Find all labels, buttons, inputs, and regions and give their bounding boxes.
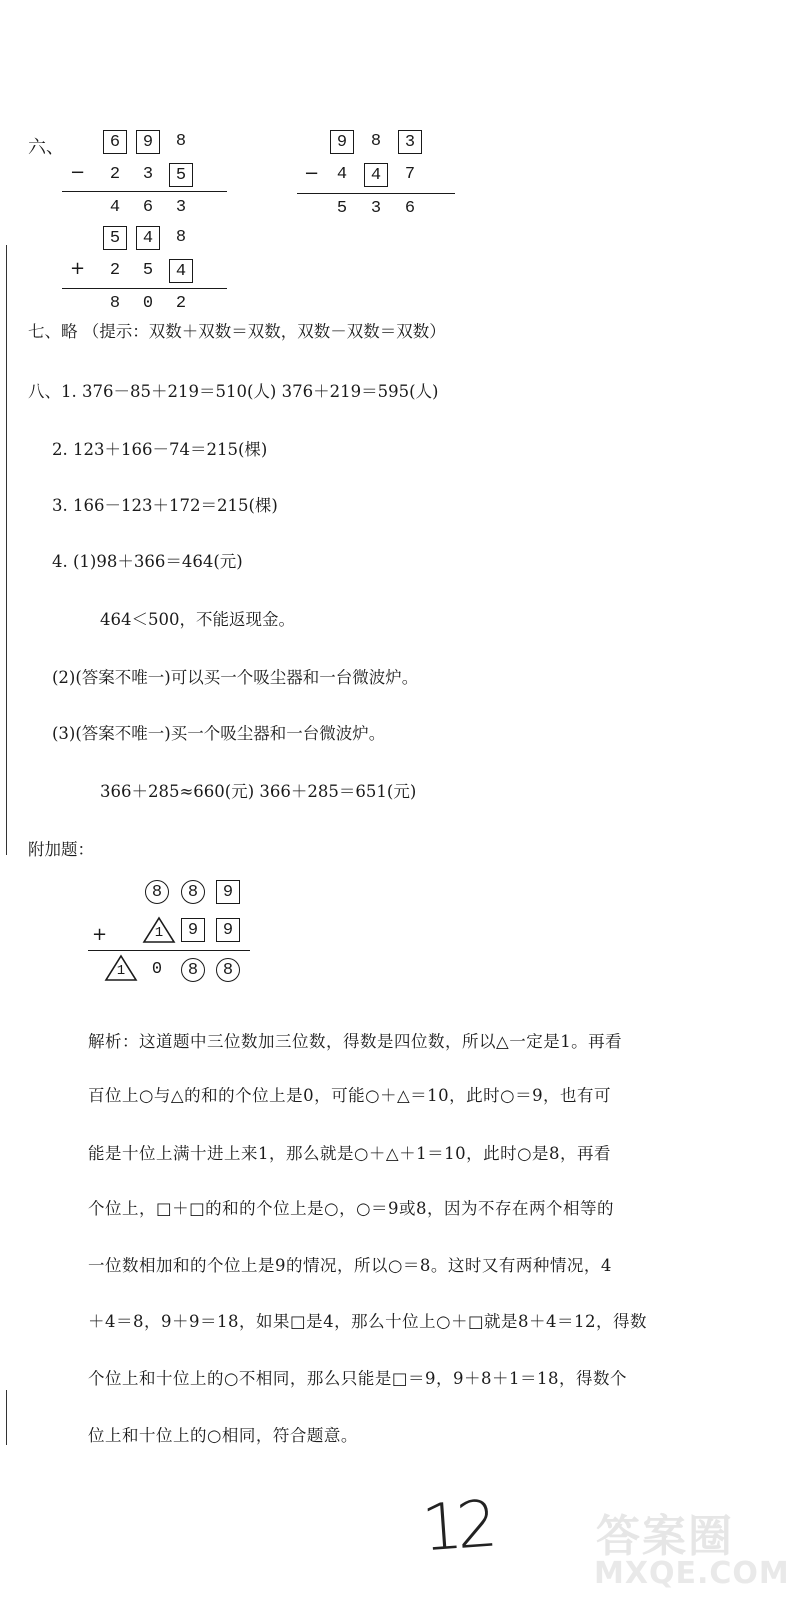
digit: 0 <box>142 294 154 313</box>
plus-sign: + <box>92 924 108 945</box>
minus-sign: − <box>304 163 320 184</box>
sum-rule <box>62 288 227 289</box>
digit-box: 4 <box>136 226 160 250</box>
digit: 8 <box>175 132 187 151</box>
digit-box: 9 <box>181 918 205 942</box>
digit-box: 9 <box>216 880 240 904</box>
digit: 2 <box>175 294 187 313</box>
digit: 5 <box>142 261 154 280</box>
bonus-label: 附加题： <box>28 840 94 859</box>
analysis-line: ＋4＝8，9＋9＝18，如果□是4，那么十位上○＋□就是8＋4＝12，得数 <box>88 1312 648 1331</box>
digit: 4 <box>109 198 121 217</box>
digit-circle: 8 <box>181 880 205 904</box>
digit-circle: 8 <box>181 958 205 982</box>
digit-box: 9 <box>216 918 240 942</box>
margin-line-lower <box>6 1390 7 1445</box>
watermark-logo: 答案圈 <box>596 1511 734 1562</box>
section-8-q2: 2. 123＋166－74＝215(棵) <box>52 440 268 459</box>
digit: 3 <box>142 165 154 184</box>
section-8-q4-1: 4. (1)98＋366＝464(元) <box>52 552 243 571</box>
digit: 7 <box>404 165 416 184</box>
digit: 0 <box>151 960 163 979</box>
triangle-digit: 1 <box>116 963 126 979</box>
watermark-url: MXQE.COM <box>594 1556 790 1591</box>
sum-rule <box>62 191 227 192</box>
digit-box: 6 <box>103 130 127 154</box>
section-8-q4-2: (2)(答案不唯一)可以买一个吸尘器和一台微波炉。 <box>52 668 419 687</box>
digit: 6 <box>142 198 154 217</box>
digit: 3 <box>370 199 382 218</box>
section-8-q3: 3. 166－123＋172＝215(棵) <box>52 496 278 515</box>
section-8-q1: 八、1. 376－85＋219＝510(人) 376＋219＝595(人) <box>28 382 439 401</box>
digit-triangle <box>142 916 176 944</box>
analysis-line: 个位上，□＋□的和的个位上是○，○＝9或8，因为不存在两个相等的 <box>88 1199 614 1218</box>
digit: 8 <box>109 294 121 313</box>
digit: 8 <box>370 132 382 151</box>
analysis-line: 解析：这道题中三位数加三位数，得数是四位数，所以△一定是1。再看 <box>88 1032 623 1051</box>
digit: 5 <box>336 199 348 218</box>
page-number: 12 <box>419 1487 494 1567</box>
section-6-label: 六、 <box>28 137 64 158</box>
digit-box: 9 <box>136 130 160 154</box>
digit: 2 <box>109 165 121 184</box>
margin-line <box>6 245 7 855</box>
digit-triangle <box>104 954 138 982</box>
analysis-line: 个位上和十位上的○不相同，那么只能是□＝9，9＋8＋1＝18，得数个 <box>88 1369 627 1388</box>
digit-circle: 8 <box>145 880 169 904</box>
analysis-line: 位上和十位上的○相同，符合题意。 <box>88 1426 358 1445</box>
digit: 6 <box>404 199 416 218</box>
section-8-q4-3: (3)(答案不唯一)买一个吸尘器和一台微波炉。 <box>52 724 386 743</box>
digit-box: 5 <box>169 163 193 187</box>
digit: 3 <box>175 198 187 217</box>
analysis-line: 百位上○与△的和的个位上是0，可能○＋△＝10，此时○＝9，也有可 <box>88 1086 612 1105</box>
sum-rule <box>297 193 455 194</box>
digit: 4 <box>336 165 348 184</box>
triangle-digit: 1 <box>154 925 164 941</box>
digit-box: 3 <box>398 130 422 154</box>
digit-box: 9 <box>330 130 354 154</box>
analysis-line: 一位数相加和的个位上是9的情况，所以○＝8。这时又有两种情况，4 <box>88 1256 612 1275</box>
plus-sign: + <box>70 258 86 279</box>
digit: 2 <box>109 261 121 280</box>
section-7-text: 七、略 （提示：双数＋双数＝双数，双数－双数＝双数） <box>28 322 446 341</box>
digit-box: 5 <box>103 226 127 250</box>
digit-box: 4 <box>169 259 193 283</box>
digit-box: 4 <box>364 163 388 187</box>
digit: 8 <box>175 228 187 247</box>
analysis-line: 能是十位上满十进上来1，那么就是○＋△＋1＝10，此时○是8，再看 <box>88 1144 611 1163</box>
section-8-q4-1b: 464＜500，不能返现金。 <box>100 610 295 629</box>
sum-rule <box>88 950 250 951</box>
digit-circle: 8 <box>216 958 240 982</box>
section-8-q4-3b: 366＋285≈660(元) 366＋285＝651(元) <box>100 782 417 801</box>
minus-sign: − <box>70 162 86 183</box>
